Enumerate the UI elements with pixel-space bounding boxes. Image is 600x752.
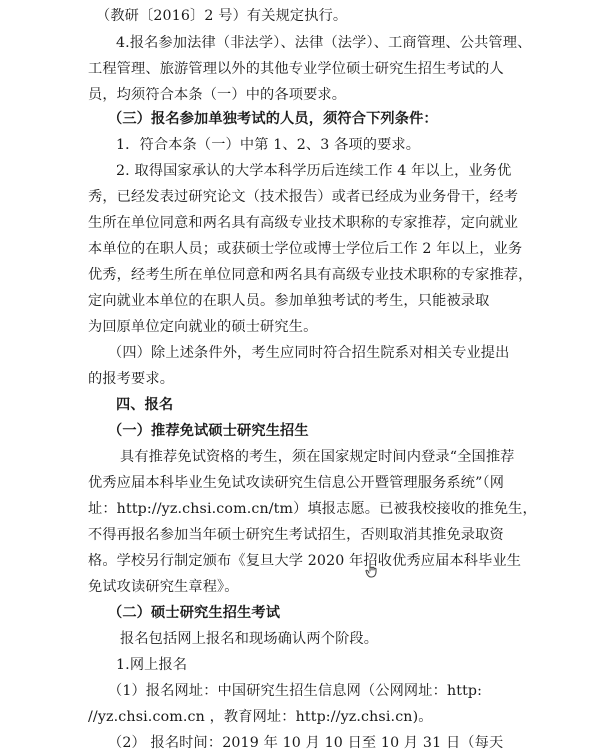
doc-heading: （一）推荐免试硕士研究生招生 xyxy=(108,423,309,439)
doc-line: 生所在单位同意和两名具有高级专业技术职称的专家推荐，定向就业 xyxy=(88,215,519,231)
doc-line: （1）报名网址：中国研究生招生信息网（公网网址：http: xyxy=(108,683,483,699)
doc-line: 不得再报名参加当年硕士研究生考试招生，否则取消其推免录取资 xyxy=(88,527,504,543)
doc-heading: （二）硕士研究生招生考试 xyxy=(108,605,281,621)
doc-line: 1.网上报名 xyxy=(116,657,188,673)
doc-line: 优秀，经考生所在单位同意和两名具有高级专业技术职称的专家推荐， xyxy=(88,267,533,283)
section-heading: 四、报名 xyxy=(116,397,174,413)
doc-line: 本单位的在职人员；或获硕士学位或博士学位后工作 2 年以上，业务 xyxy=(88,241,523,257)
doc-line: 工程管理、旅游管理以外的其他专业学位硕士研究生招生考试的人 xyxy=(88,61,504,77)
doc-line: 员，均须符合本条（一）中的各项要求。 xyxy=(88,87,347,103)
doc-line: （四）除上述条件外，考生应同时符合招生院系对相关专业提出 xyxy=(108,345,510,361)
doc-line: //yz.chsi.com.cn ，教育网址：http://yz.chsi.cn)。 xyxy=(88,709,433,725)
doc-line: 址：http://yz.chsi.com.cn/tm）填报志愿。已被我校接收的推免生， xyxy=(88,501,537,517)
hand-pointer-icon xyxy=(364,562,380,578)
doc-line: 具有推荐免试资格的考生，须在国家规定时间内登录“全国推荐 xyxy=(120,449,515,465)
doc-line: 秀，已经发表过研究论文（技术报告）或者已经成为业务骨干，经考 xyxy=(88,189,519,205)
doc-heading: （三）报名参加单独考试的人员，须符合下列条件： xyxy=(108,111,438,127)
doc-line: 4.报名参加法律（非法学）、法律（法学）、工商管理、公共管理、 xyxy=(116,35,532,51)
doc-line: 免试攻读研究生章程》。 xyxy=(88,579,239,595)
doc-line: 为回原单位定向就业的硕士研究生。 xyxy=(88,319,318,335)
doc-line: 定向就业本单位的在职人员。参加单独考试的考生，只能被录取 xyxy=(88,293,490,309)
doc-line: （2） 报名时间：2019 年 10 月 10 日至 10 月 31 日（每天 xyxy=(108,735,504,751)
doc-line: 2. 取得国家承认的大学本科学历后连续工作 4 年以上，业务优 xyxy=(116,163,512,179)
doc-line: 的报考要求。 xyxy=(88,371,175,387)
doc-line: 优秀应届本科毕业生免试攻读研究生信息公开暨管理服务系统”（网 xyxy=(88,475,505,491)
doc-line: （教研〔2016〕2 号）有关规定执行。 xyxy=(96,8,348,24)
doc-line: 报名包括网上报名和现场确认两个阶段。 xyxy=(120,631,379,647)
doc-line: 1．符合本条（一）中第 1、2、3 各项的要求。 xyxy=(116,137,421,153)
doc-line: 格。学校另行制定颁布《复旦大学 2020 年招收优秀应届本科毕业生 xyxy=(88,553,522,569)
